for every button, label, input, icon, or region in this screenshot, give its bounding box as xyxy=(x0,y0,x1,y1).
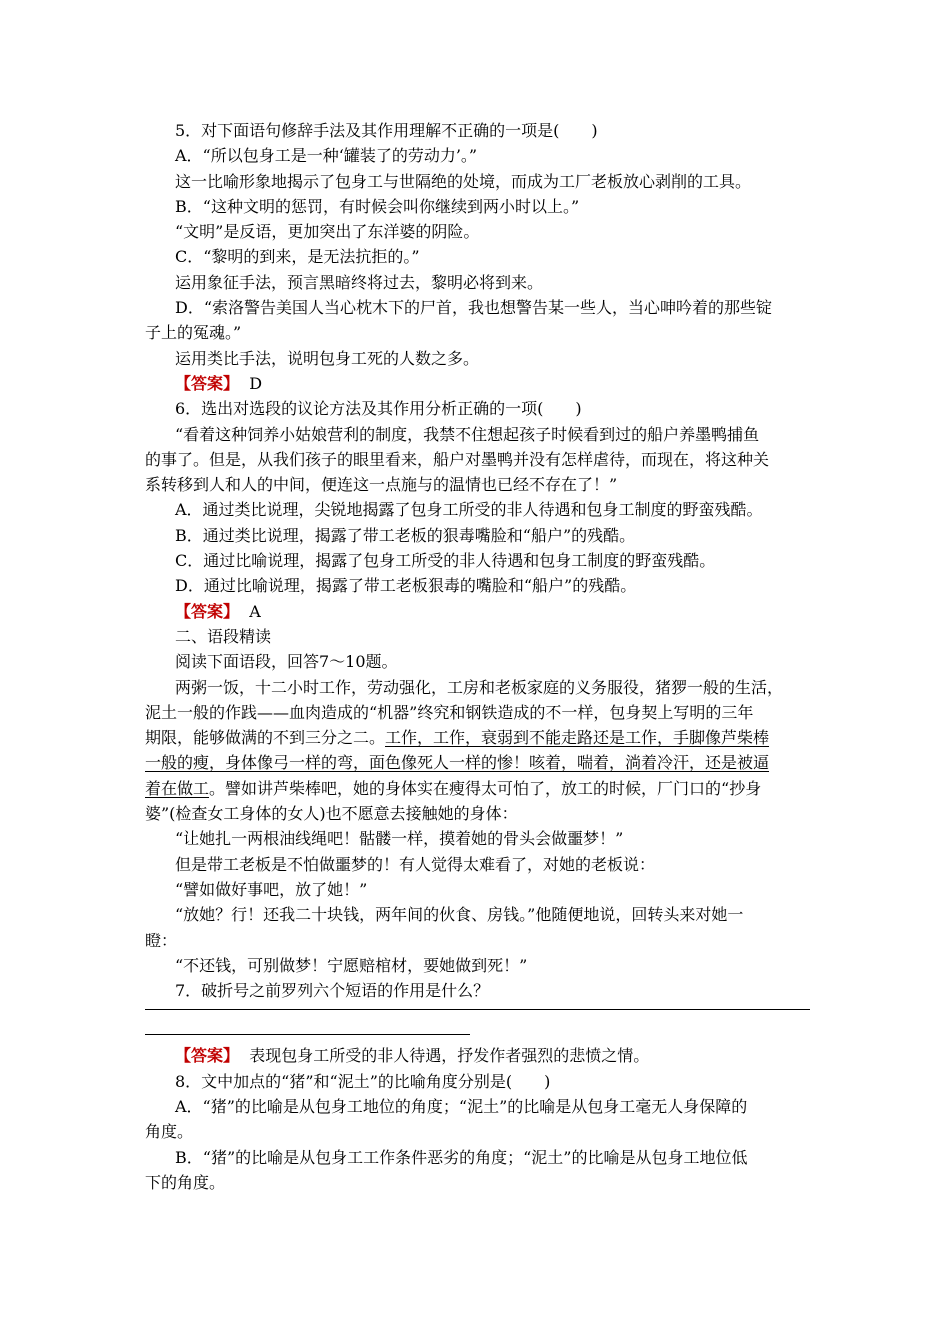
q5-stem: 5．对下面语句修辞手法及其作用理解不正确的一项是( ) xyxy=(175,121,598,140)
q6-option-b: B．通过类比说理，揭露了带工老板的狠毒嘴脸和“船户”的残酷。 xyxy=(175,525,636,545)
passage-p5-line1: “放她？行！还我二十块钱，两年间的伙食、房钱。”他随便地说，回转头来对她一 xyxy=(175,905,744,925)
q8-option-a-line1: A．“猪”的比喻是从包身工地位的角度；“泥土”的比喻是从包身工毫无人身保障的 xyxy=(175,1096,748,1116)
q8-stem: 8．文中加点的“猪”和“泥土”的比喻角度分别是( ) xyxy=(175,1071,551,1091)
passage-underlined-start: 工作，工作，衰弱到不能走路还是工作，手脚像芦柴棒 xyxy=(385,728,770,748)
q7-answer-value: 表现包身工所受的非人待遇，抒发作者强烈的悲愤之情。 xyxy=(249,1046,650,1066)
section2-heading: 二、语段精读 xyxy=(175,626,272,646)
q7-answer-blank-line2 xyxy=(145,1034,470,1035)
q6-option-c: C．通过比喻说理，揭露了包身工所受的非人待遇和包身工制度的野蛮残酷。 xyxy=(175,551,716,571)
passage-p5-line2: 瞪： xyxy=(145,930,178,950)
q6-stem: 6．选出对选段的议论方法及其作用分析正确的一项( ) xyxy=(175,399,582,419)
document-content xyxy=(145,118,810,1195)
passage-p1-line2: 泥土一般的作践——血肉造成的“机器”终究和钢铁造成的不一样，包身契上写明的三年 xyxy=(145,702,754,722)
passage-p1-line6: 婆”(检查女工身体的女人)也不愿意去接触她的身体： xyxy=(145,804,518,824)
passage-underlined-end: 着在做工 xyxy=(145,778,210,798)
q5-option-d-line2: 子上的冤魂。” xyxy=(145,323,242,343)
passage-p4: “譬如做好事吧，放了她！” xyxy=(175,879,368,899)
passage-p1-line1: 两粥一饭，十二小时工作，劳动强化，工房和老板家庭的义务服役，猪猡一般的生活， xyxy=(175,677,784,697)
q6-option-d: D．通过比喻说理，揭露了带工老板狠毒的嘴脸和“船户”的残酷。 xyxy=(175,576,637,596)
section2-intro: 阅读下面语段，回答7～10题。 xyxy=(175,652,398,672)
q8-option-b-line2: 下的角度。 xyxy=(145,1172,226,1192)
passage-p1-line5 xyxy=(145,776,810,801)
q6-answer-value: A xyxy=(249,601,261,621)
q5-answer-tag: 【答案】 xyxy=(175,373,240,393)
q7-stem: 7．破折号之前罗列六个短语的作用是什么？ xyxy=(175,981,490,1001)
q5-answer xyxy=(145,371,810,396)
q5-option-b-note: “文明”是反语，更加突出了东洋婆的阴险。 xyxy=(175,222,480,242)
q8-option-a-line2: 角度。 xyxy=(145,1122,194,1142)
passage-p1-line3-plain: 期限，能够做满的不到三分之二。 xyxy=(145,728,386,748)
passage-p1-line3 xyxy=(145,725,810,750)
q5-answer-value: D xyxy=(249,373,263,393)
q6-quote-line3: 系转移到人和人的中间，便连这一点施与的温情也已经不存在了！” xyxy=(145,475,618,495)
q6-quote-line1: “看着这种饲养小姑娘营利的制度，我禁不住想起孩子时候看到过的船户养墨鸭捕鱼 xyxy=(175,424,760,444)
q5-option-c-note: 运用象征手法，预言黑暗终将过去，黎明必将到来。 xyxy=(175,272,544,292)
q6-answer xyxy=(145,599,810,624)
q5-option-a-note: 这一比喻形象地揭示了包身工与世隔绝的处境，而成为工厂老板放心剥削的工具。 xyxy=(175,171,752,191)
passage-underlined-mid: 一般的瘦，身体像弓一样的弯，面色像死人一样的惨！咳着，喘着，淌着冷汗，还是被逼 xyxy=(145,753,770,773)
passage-p2: “让她扎一两根油线绳吧！骷髅一样，摸着她的骨头会做噩梦！” xyxy=(175,829,624,849)
passage-p6: “不还钱，可别做梦！宁愿赔棺材，要她做到死！” xyxy=(175,955,528,975)
q5-option-d-line1: D．“索洛警告美国人当心枕木下的尸首，我也想警告某一些人，当心呻吟着的那些锭 xyxy=(175,298,773,318)
q6-answer-tag: 【答案】 xyxy=(175,601,240,621)
passage-p1-line5-plain: 。譬如讲芦柴棒吧，她的身体实在瘦得太可怕了，放工的时候，厂门口的“抄身 xyxy=(209,778,762,798)
q6-quote-line2: 的事了。但是，从我们孩子的眼里看来，船户对墨鸭并没有怎样虐待，而现在，将这种关 xyxy=(145,449,770,469)
q7-answer xyxy=(145,1043,810,1068)
q5-option-a: A．“所以包身工是一种‘罐装了的劳动力’。” xyxy=(175,146,478,166)
passage-p3: 但是带工老板是不怕做噩梦的！有人觉得太难看了，对她的老板说： xyxy=(175,854,656,874)
q5-option-d-note: 运用类比手法，说明包身工死的人数之多。 xyxy=(175,348,480,368)
q6-option-a: A．通过类比说理，尖锐地揭露了包身工所受的非人待遇和包身工制度的野蛮残酷。 xyxy=(175,500,763,520)
q5-option-b: B．“这种文明的惩罚，有时候会叫你继续到两小时以上。” xyxy=(175,196,580,216)
q7-answer-tag: 【答案】 xyxy=(175,1046,240,1066)
q8-option-b-line1: B．“猪”的比喻是从包身工工作条件恶劣的角度；“泥土”的比喻是从包身工地位低 xyxy=(175,1147,748,1167)
q7-answer-blank-line1 xyxy=(145,1009,810,1010)
q5-option-c: C．“黎明的到来，是无法抗拒的。” xyxy=(175,247,420,267)
